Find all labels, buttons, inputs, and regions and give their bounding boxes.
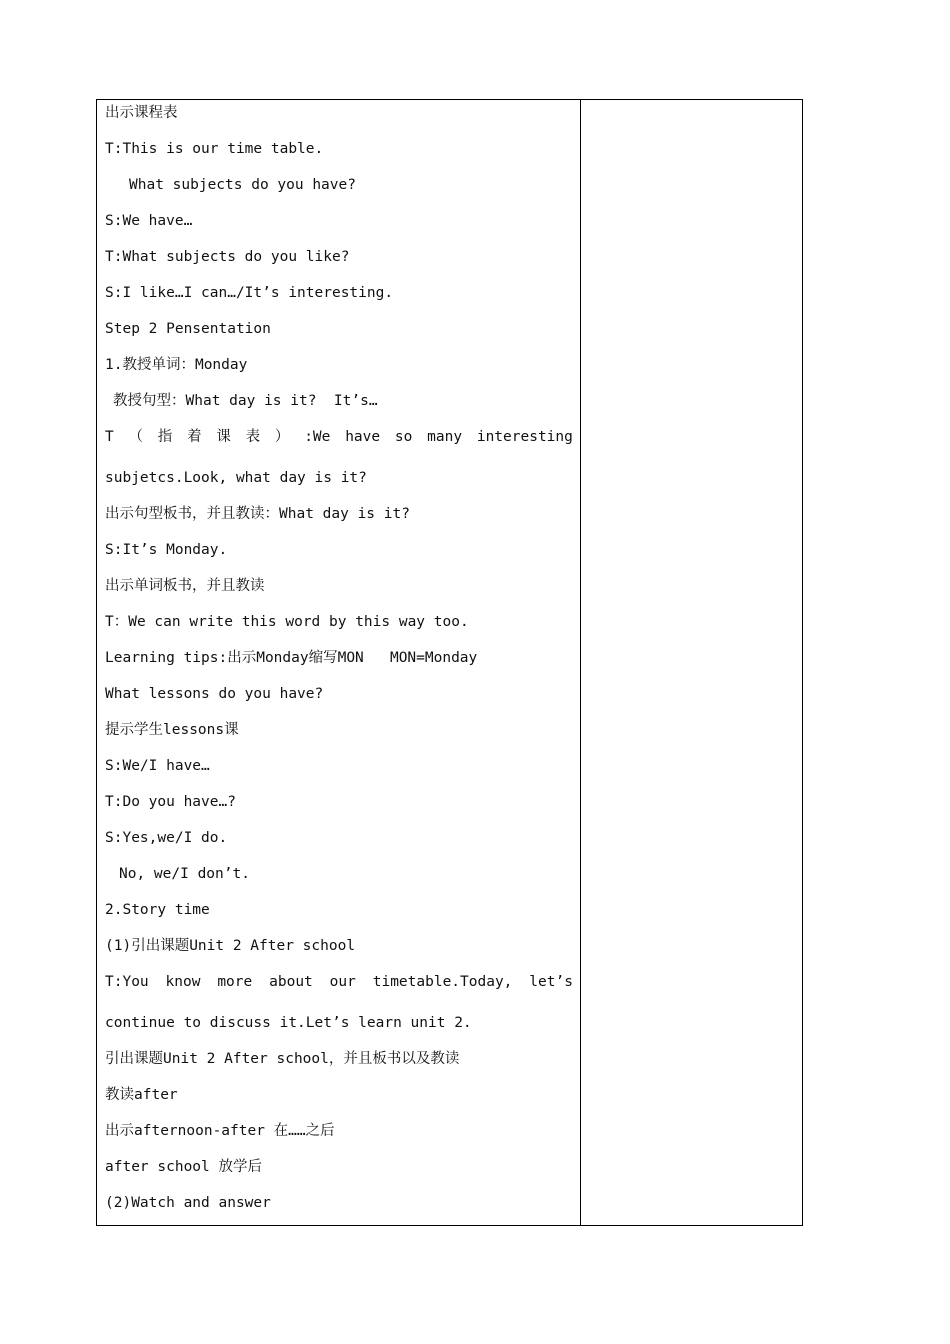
text-line: S:We have… — [105, 213, 193, 229]
text-line: S:Yes,we/I do. — [105, 830, 228, 846]
word: more — [217, 974, 253, 990]
text-line: 出示单词板书，并且教读 — [105, 578, 265, 594]
text-line: 教授句型：What day is it? It’s… — [113, 393, 378, 409]
word: know — [165, 974, 201, 990]
text-line: 引出课题Unit 2 After school，并且板书以及教读 — [105, 1051, 460, 1067]
text-line: 出示句型板书，并且教读：What day is it? — [105, 506, 410, 522]
text-line: Step 2 Pensentation — [105, 321, 271, 337]
word: interesting — [476, 429, 573, 445]
text-line: T:Do you have…? — [105, 794, 236, 810]
text-line: What lessons do you have? — [105, 686, 324, 702]
procedure-cell — [105, 102, 573, 1228]
text-line: 出示afternoon-after 在……之后 — [105, 1123, 335, 1139]
text-line: No, we/I don’t. — [119, 866, 250, 882]
word: T:You — [105, 974, 149, 990]
text-line: subjetcs.Look, what day is it? — [105, 470, 367, 486]
text-line: 2.Story time — [105, 902, 210, 918]
word: many — [427, 429, 463, 445]
word: （ — [128, 429, 144, 445]
text-line: 提示学生lessons课 — [105, 722, 239, 738]
text-line: 出示课程表 — [105, 105, 178, 121]
word: so — [394, 429, 413, 445]
word: have — [345, 429, 381, 445]
text-line: continue to discuss it.Let’s learn unit 2. — [105, 1015, 472, 1031]
word: 课 — [216, 429, 231, 445]
text-line: T:This is our time table. — [105, 141, 324, 157]
word: timetable.Today, — [372, 974, 513, 990]
word: 指 — [157, 429, 173, 445]
text-line: 1.教授单词：Monday — [105, 357, 248, 373]
word: about — [269, 974, 313, 990]
notes-cell — [581, 100, 802, 1225]
text-line: S:We/I have… — [105, 758, 210, 774]
text-line: (1)引出课题Unit 2 After school — [105, 938, 356, 954]
word: 表 — [245, 429, 261, 445]
justified-line — [105, 426, 573, 467]
word: 着 — [187, 429, 202, 445]
text-line: (2)Watch and answer — [105, 1195, 271, 1211]
text-line: T:What subjects do you like? — [105, 249, 350, 265]
text-line: Learning tips:出示Monday缩写MON MON=Monday — [105, 650, 478, 666]
text-line: after school 放学后 — [105, 1159, 262, 1175]
text-line: S:I like…I can…/It’s interesting. — [105, 285, 394, 301]
word: let’s — [529, 974, 573, 990]
word: ） — [274, 429, 290, 445]
text-line: S:It’s Monday. — [105, 542, 228, 558]
word: our — [329, 974, 356, 990]
text-line: T：We can write this word by this way too. — [105, 614, 469, 630]
lesson-plan-table — [96, 99, 803, 1226]
word: T — [105, 429, 114, 445]
text-line: What subjects do you have? — [129, 177, 356, 193]
word: :We — [304, 429, 331, 445]
justified-line — [105, 971, 573, 1012]
text-line: 教读after — [105, 1087, 178, 1103]
